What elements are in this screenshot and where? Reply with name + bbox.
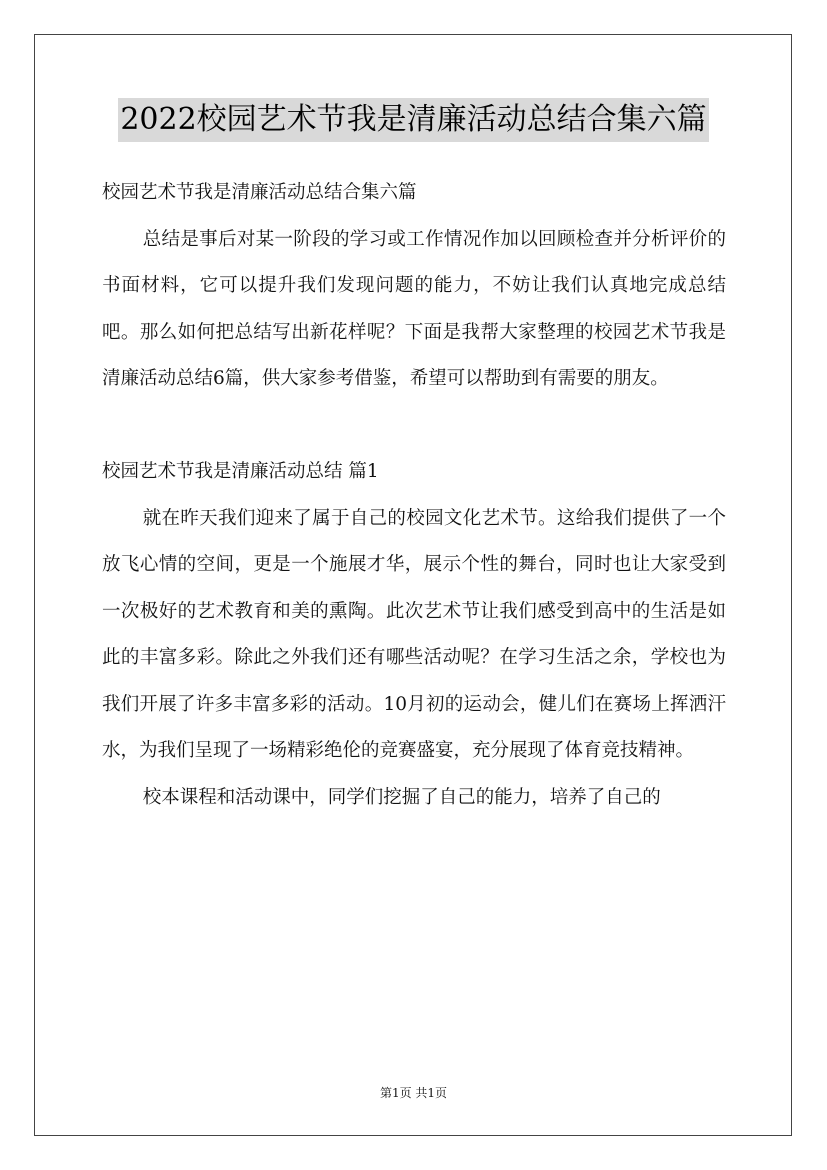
- blank-line: [102, 403, 726, 450]
- document-subtitle: 校园艺术节我是清廉活动总结合集六篇: [102, 182, 417, 203]
- document-body: [102, 170, 726, 821]
- title-container: [0, 98, 827, 142]
- document-title: 2022校园艺术节我是清廉活动总结合集六篇: [118, 98, 708, 142]
- section-heading: 校园艺术节我是清廉活动总结 篇1: [102, 461, 379, 482]
- page-footer: 第1页 共1页: [379, 1086, 448, 1100]
- body-paragraph: 校本课程和活动课中，同学们挖掘了自己的能力，培养了自己的: [142, 786, 661, 808]
- body-paragraph: 就在昨天我们迎来了属于自己的校园文化艺术节。这给我们提供了一个放飞心情的空间，更是一个施展才华，展示个性的舞台，同时也让大家受到一次极好的艺术教育和美的熏陶。此次艺术节让我们感受到高中的生活是如此的丰富多彩。除此之外我们还有哪些活动呢？在学习生活之余，学校也为我们开展了许多丰富多彩的活动。10月初的运动会，健儿们在赛场上挥洒汗水，为我们呈现了一场精彩绝伦的竞赛盛宴，充分展现了体育竞技精神。: [102, 507, 726, 761]
- intro-paragraph: 总结是事后对某一阶段的学习或工作情况作加以回顾检查并分析评价的书面材料，它可以提升我们发现问题的能力，不妨让我们认真地完成总结吧。那么如何把总结写出新花样呢？下面是我帮大家整理的校园艺术节我是清廉活动总结6篇，供大家参考借鉴，希望可以帮助到有需要的朋友。: [102, 228, 726, 389]
